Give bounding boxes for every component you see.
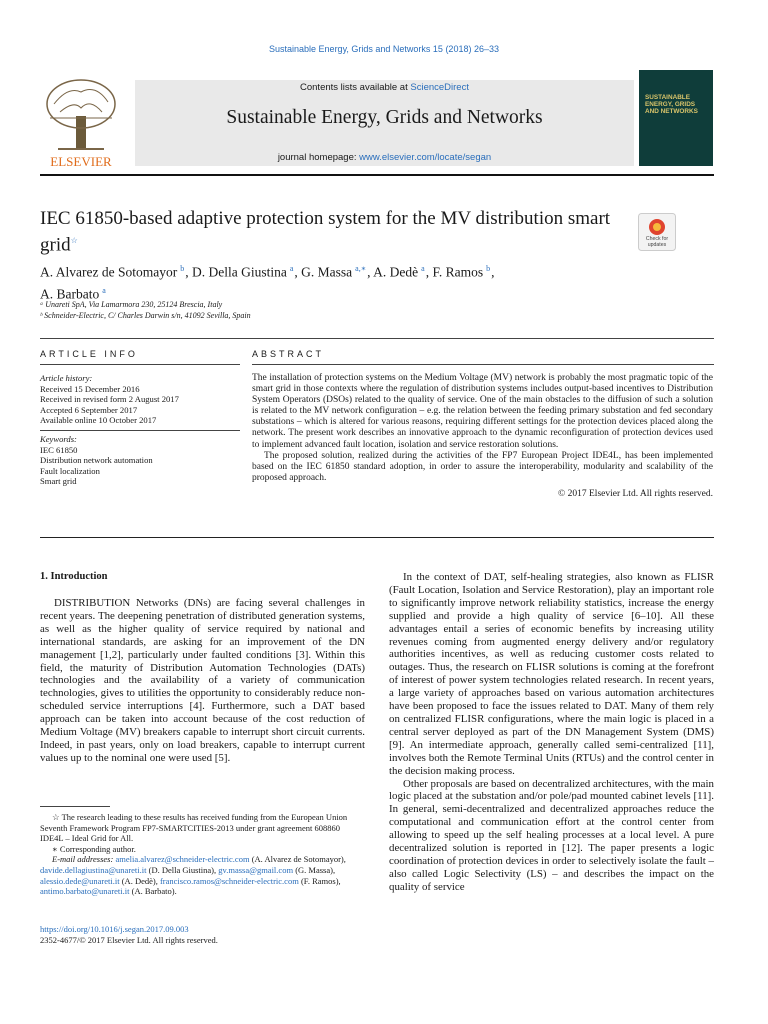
elsevier-logo[interactable]	[40, 78, 122, 170]
copyright-notice: © 2017 Elsevier Ltd. All rights reserved.	[558, 488, 713, 499]
contents-line	[135, 82, 634, 93]
history-online: Available online 10 October 2017	[40, 415, 157, 426]
cover-title: SUSTAINABLE ENERGY, GRIDS AND NETWORKS	[645, 94, 698, 115]
homepage-link[interactable]: www.elsevier.com/locate/segan	[359, 152, 492, 163]
author-name[interactable]: F. Ramos	[432, 264, 484, 280]
affiliation-b: ᵇ Schneider-Electric, C/ Charles Darwin s/n, 41092 Sevilla, Spain	[40, 311, 251, 320]
section-heading-introduction: 1. Introduction	[40, 571, 108, 582]
email-owner: (A. Alvarez de Sotomayor),	[249, 854, 346, 865]
email-link[interactable]: alessio.dede@unareti.it	[40, 875, 120, 886]
author-affiliation-mark[interactable]: a	[289, 264, 294, 273]
publisher-wordmark: ELSEVIER	[50, 154, 112, 169]
author-separator: ,	[185, 264, 192, 280]
author-separator: ,	[294, 264, 302, 280]
author-affiliation-mark[interactable]: b	[486, 264, 491, 273]
author-name[interactable]: A. Barbato	[40, 286, 100, 301]
email-owner: (A. Dedè),	[119, 875, 160, 886]
affiliations	[40, 299, 640, 321]
author-name[interactable]: G. Massa	[301, 264, 353, 280]
email-owner: (D. Della Giustina),	[146, 864, 219, 875]
doi-link[interactable]: https://doi.org/10.1016/j.segan.2017.09.003	[40, 924, 189, 934]
left-column	[40, 597, 365, 765]
article-info-rule	[40, 364, 240, 365]
affiliation-a: ᵃ Unareti SpA, Via Lamarmora 230, 25124 Brescia, Italy	[40, 300, 223, 309]
author-affiliation-mark[interactable]: a	[102, 285, 106, 295]
body-paragraph: In the context of DAT, self-healing strategies, also known as FLISR (Fault Location, Isolation and Service Restoration), play an important role to significantly improve network reliability statistics, increase the energy supplied and provide a high quality of service [6–10]. All these advantages entail a series of economic benefits by increasing utility revenues coming from augmented energy delivery and/or regulatory authorities incentives, as well as reducing customer costs related to outages. Thus, the research on FLISR solutions is coming at the forefront of interest of power system technologies related research. In recent years, a large variety of approaches based on various automation architectures have been proposed to face the issues related to DAT. Many of them rely on centralized FLISR configurations, where the main logic is placed in a central server deployed as part of the DN Management System (DMS) [9]. An intermediate approach, generally called semi-centralized [11], involves both the Remote Terminal Units (RTUs) and the control center in the decision making process.	[389, 571, 714, 777]
author-list	[40, 260, 640, 303]
history-label: Article history:	[40, 373, 93, 383]
history-received: Received 15 December 2016	[40, 383, 140, 394]
journal-reference[interactable]: Sustainable Energy, Grids and Networks 15 (2018) 26–33	[269, 44, 499, 54]
email-label: E-mail addresses:	[52, 854, 114, 865]
doi-block	[40, 924, 218, 946]
header-rule	[40, 174, 714, 176]
body-paragraph: Other proposals are based on decentralized architectures, with the main logic placed at the substation and/or pole/pad mounted cabinet levels [11]. In general, semi-decentralized and decentralized approaches reduce the computational and communication effort at the control center from allowing to speed up the self healing processes at a local level. A pure decentralized solution is reported in [12]. The paper presents a logic coordination of protection devices in order to selectively isolate the fault – also called Logic Selectivity (LS) – and describes the impact on the quality of service	[389, 777, 714, 893]
journal-homepage	[135, 152, 634, 163]
history-revised: Received in revised form 2 August 2017	[40, 394, 179, 405]
paper-title	[40, 208, 630, 256]
journal-title: Sustainable Energy, Grids and Networks	[226, 107, 543, 128]
abstract-rule	[252, 364, 714, 365]
paper-title-text: IEC 61850-based adaptive protection system for the MV distribution smart grid	[40, 208, 611, 256]
email-addresses	[40, 854, 365, 896]
email-link[interactable]: gv.massa@gmail.com	[218, 864, 294, 875]
abstract-paragraph: The installation of protection systems on the Medium Voltage (MV) network is probably the most pragmatic topic of the smart grid in those contexts where the regulation of distribution systems includes output-based incentives to Distribution System Operators (DSOs) related to the quality of service. One of the main obstacles to the diffusion of such a solution is related to the MV network configuration – e.g. the relation between the feeding primary substation and fed secondary substations – which is altered for various reasons, requiring different settings for the protection devices placed along the network. The present work describes an innovative approach to the dynamic reconfiguration of protection devices used to implement advanced fault location, isolation and service restoration solutions.	[252, 373, 713, 450]
keyword: Distribution network automation	[40, 455, 153, 466]
article-info-heading: ARTICLE INFO	[40, 349, 138, 359]
email-owner: (G. Massa),	[293, 864, 336, 875]
footnotes	[40, 812, 365, 897]
abstract-paragraph: The proposed solution, realized during the activities of the FP7 European Project IDE4L, has been implemented based on the IEC 61850 standard adoption, in order to assure the interoperability, modularity and scalability of the proposed approach.	[252, 450, 713, 483]
sciencedirect-link[interactable]: ScienceDirect	[410, 82, 469, 93]
history-accepted: Accepted 6 September 2017	[40, 404, 138, 415]
keywords-rule	[40, 430, 240, 431]
author-name[interactable]: A. Alvarez de Sotomayor	[40, 264, 178, 280]
email-link[interactable]: davide.dellagiustina@unareti.it	[40, 864, 147, 875]
homepage-prefix: journal homepage:	[277, 152, 360, 163]
email-owner: (F. Ramos),	[298, 875, 341, 886]
issn-copyright: 2352-4677/© 2017 Elsevier Ltd. All rights reserved.	[40, 935, 218, 945]
author-separator: ,	[425, 264, 433, 280]
email-link[interactable]: antimo.barbato@unareti.it	[40, 886, 130, 897]
author-separator: ,	[491, 264, 495, 280]
contents-prefix: Contents lists available at	[300, 82, 411, 93]
keyword: Fault localization	[40, 465, 100, 476]
check-for-updates-badge[interactable]	[638, 213, 676, 251]
author-affiliation-mark[interactable]: b	[180, 264, 185, 273]
author-affiliation-mark[interactable]: a	[421, 264, 425, 273]
footnote-rule	[40, 806, 110, 807]
corresponding-author-note: ∗ Corresponding author.	[52, 843, 136, 854]
email-link[interactable]: amelia.alvarez@schneider-electric.com	[115, 854, 250, 865]
abstract-end-rule	[40, 537, 714, 538]
keywords-label: Keywords:	[40, 433, 77, 444]
author-separator: ,	[367, 264, 374, 280]
funding-footnote: ☆ The research leading to these results has received funding from the European Union Seventh Framework Program FP7-SMARTCITIES-2013 under grant agreement 608860 IDE4L – Ideal Grid for All.	[40, 812, 348, 844]
body-paragraph: DISTRIBUTION Networks (DNs) are facing several challenges in recent years. The deepening penetration of distributed generation systems, as well as the higher quality of service required by national and international standards, are asking for an improvement of the DN management [1,2], particularly under faulted conditions [3]. Within this field, the maturity of Distribution Automation Technologies (DATs) technologies and the availability of a variety of communication technologies, gives to utilities the opportunity to considerably reduce non-scheduled service interruptions [4]. Furthermore, such a DAT based approach can be taken into account because of the cost reduction of Medium Voltage (MV) breakers capable to interrupt short circuit currents. Indeed, in past years, only on load breakers, capable to interrupt current values up to the nominal one were used [5].	[40, 597, 365, 764]
email-link[interactable]: francisco.ramos@schneider-electric.com	[159, 875, 299, 886]
journal-header-box	[135, 80, 634, 166]
journal-banner	[40, 70, 714, 169]
article-info	[40, 373, 240, 487]
abstract-heading: ABSTRACT	[252, 349, 325, 359]
author-name[interactable]: A. Dedè	[373, 264, 419, 280]
section-rule	[40, 338, 714, 339]
check-updates-label: Check for updates	[645, 236, 669, 248]
keyword: IEC 61850	[40, 444, 78, 455]
journal-cover-thumbnail[interactable]	[639, 70, 713, 166]
abstract-body	[252, 373, 713, 500]
right-column	[389, 571, 714, 894]
title-footnote-mark[interactable]: ☆	[70, 236, 78, 245]
author-name[interactable]: D. Della Giustina	[191, 264, 287, 280]
email-owner: (A. Barbato).	[129, 886, 177, 897]
keyword: Smart grid	[40, 476, 77, 487]
author-affiliation-mark[interactable]: a,∗	[355, 264, 367, 273]
